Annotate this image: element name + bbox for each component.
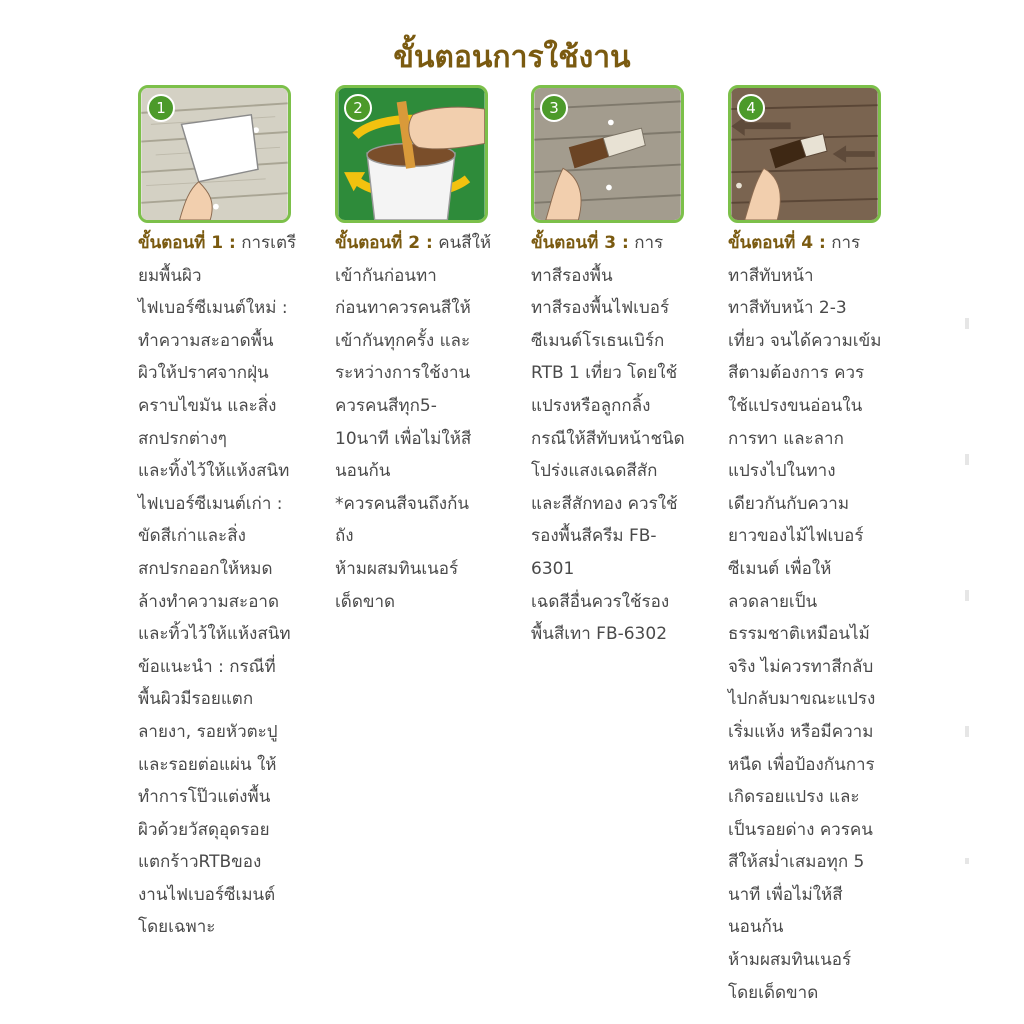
text-line: คราบไขมัน และสิ่ง <box>138 395 277 416</box>
step-intro: คนสีให้ <box>438 233 492 253</box>
text-line: ทาสีทับหน้า <box>728 265 814 286</box>
edge-mark <box>965 858 969 864</box>
step-number-badge: 4 <box>737 94 765 122</box>
text-line: ผิวด้วยวัสดุอุดรอย <box>138 819 270 840</box>
page-title: ขั้นตอนการใช้งาน <box>393 40 631 76</box>
text-line: โดยเฉพาะ <box>138 917 216 938</box>
step-heading: ขั้นตอนที่ 4 : <box>728 233 826 253</box>
text-line: เริ่มแห้ง หรือมีความ <box>728 721 874 742</box>
step-1-description <box>138 227 298 944</box>
text-line: ข้อแนะนำ : กรณีที่ <box>138 656 276 677</box>
text-line: ถัง <box>335 526 354 547</box>
text-line: 6301 <box>531 558 575 579</box>
step-number-badge: 1 <box>147 94 175 122</box>
text-line: เข้ากันก่อนทา <box>335 265 437 286</box>
text-line: งานไฟเบอร์ซีเมนต์ <box>138 884 276 905</box>
edge-mark <box>965 590 969 601</box>
text-line: ผิวให้ปราศจากฝุ่น <box>138 363 269 384</box>
text-line: ใช้แปรงขนอ่อนใน <box>728 395 863 416</box>
text-line: และทิ้วไว้ให้แห้งสนิท <box>138 624 291 645</box>
text-line: สีให้สม่ำเสมอทุก 5 <box>728 852 865 873</box>
text-line: เฉดสีอื่นควรใช้รอง <box>531 591 670 612</box>
step-heading: ขั้นตอนที่ 1 : <box>138 233 236 253</box>
text-line: พื้นผิวมีรอยแตก <box>138 689 254 710</box>
text-line: ระหว่างการใช้งาน <box>335 363 471 384</box>
text-line: โปร่งแสงเฉดสีสัก <box>531 461 658 482</box>
text-line: พื้นสีเทา FB-6302 <box>531 624 668 645</box>
step-card-1 <box>138 85 298 944</box>
text-line: RTB 1 เที่ยว โดยใช้ <box>531 363 678 384</box>
text-line: สกปรกออกให้หมด <box>138 558 273 579</box>
step-intro: การ <box>634 233 664 253</box>
text-line: นอนก้น <box>335 461 391 482</box>
edge-mark <box>965 454 969 465</box>
step-1-illustration <box>138 85 291 223</box>
text-line: สีตามต้องการ ควร <box>728 363 865 384</box>
text-line: โดยเด็ดขาด <box>728 982 819 1003</box>
text-line: ทาสีทับหน้า 2-3 <box>728 298 847 319</box>
text-line: นาที เพื่อไม่ให้สี <box>728 884 843 905</box>
text-line: ก่อนทาควรคนสีให้ <box>335 298 471 319</box>
step-4-description <box>728 227 888 1009</box>
text-line: เด็ดขาด <box>335 591 396 612</box>
text-line: ลายงา, รอยหัวตะปู <box>138 721 278 742</box>
step-2-illustration <box>335 85 488 223</box>
edge-mark <box>965 318 969 329</box>
text-line: ขัดสีเก่าและสิ่ง <box>138 526 246 547</box>
step-heading: ขั้นตอนที่ 2 : <box>335 233 433 253</box>
step-number-badge: 3 <box>540 94 568 122</box>
step-intro: การ <box>831 233 861 253</box>
text-line: ทาสีรองพื้นไฟเบอร์ <box>531 298 670 319</box>
text-line: ธรรมชาติเหมือนไม้ <box>728 624 870 645</box>
text-line: *ควรคนสีจนถึงก้น <box>335 493 470 514</box>
text-line: และรอยต่อแผ่น ให้ <box>138 754 277 775</box>
text-line: แตกร้าวRTBของ <box>138 852 262 873</box>
text-line: ไฟเบอร์ซีเมนต์เก่า : <box>138 493 283 514</box>
text-line: หนืด เพื่อป้องกันการ <box>728 754 875 775</box>
text-line: สกปรกต่างๆ <box>138 428 227 449</box>
step-intro: การเตรี <box>241 233 297 253</box>
text-line: เที่ยว จนได้ความเข้ม <box>728 330 882 351</box>
step-3-illustration <box>531 85 684 223</box>
text-line: ซีเมนต์โรเธนเบิร์ก <box>531 330 665 351</box>
edge-mark <box>965 726 969 737</box>
text-line: ไปกลับมาขณะแปรง <box>728 689 876 710</box>
text-line: ล้างทำความสะอาด <box>138 591 279 612</box>
text-line: ควรคนสีทุก5- <box>335 395 437 416</box>
step-card-2 <box>335 85 495 618</box>
text-line: ห้ามผสมทินเนอร์ <box>728 950 852 971</box>
step-number-badge: 2 <box>344 94 372 122</box>
text-line: ทาสีรองพื้น <box>531 265 613 286</box>
text-line: การทา และลาก <box>728 428 844 449</box>
text-line: และสีสักทอง ควรใช้ <box>531 493 678 514</box>
step-4-illustration <box>728 85 881 223</box>
text-line: รองพื้นสีครีม FB- <box>531 526 657 547</box>
text-line: เป็นรอยด่าง ควรคน <box>728 819 873 840</box>
text-line: นอนก้น <box>728 917 784 938</box>
text-line: 10นาที เพื่อไม่ให้สี <box>335 428 472 449</box>
text-line: ยมพื้นผิว <box>138 265 202 286</box>
text-line: แปรงไปในทาง <box>728 461 836 482</box>
text-line: ซีเมนต์ เพื่อให้ <box>728 558 832 579</box>
text-line: ไฟเบอร์ซีเมนต์ใหม่ : <box>138 298 288 319</box>
text-line: ทำความสะอาดพื้น <box>138 330 274 351</box>
text-line: เดียวกันกับความ <box>728 493 850 514</box>
step-card-3 <box>531 85 691 651</box>
step-2-description <box>335 227 495 618</box>
text-line: กรณีให้สีทับหน้าชนิด <box>531 428 685 449</box>
text-line: จริง ไม่ควรทาสีกลับ <box>728 656 874 677</box>
step-3-description <box>531 227 691 651</box>
step-heading: ขั้นตอนที่ 3 : <box>531 233 629 253</box>
text-line: เข้ากันทุกครั้ง และ <box>335 330 471 351</box>
text-line: ห้ามผสมทินเนอร์ <box>335 558 459 579</box>
text-line: เกิดรอยแปรง และ <box>728 787 860 808</box>
text-line: แปรงหรือลูกกลิ้ง <box>531 395 651 416</box>
step-card-4 <box>728 85 888 1009</box>
text-line: และทิ้งไว้ให้แห้งสนิท <box>138 461 290 482</box>
text-line: ทำการโป๊วแต่งพื้น <box>138 787 271 808</box>
text-line: ยาวของไม้ไฟเบอร์ <box>728 526 864 547</box>
text-line: ลวดลายเป็น <box>728 591 818 612</box>
